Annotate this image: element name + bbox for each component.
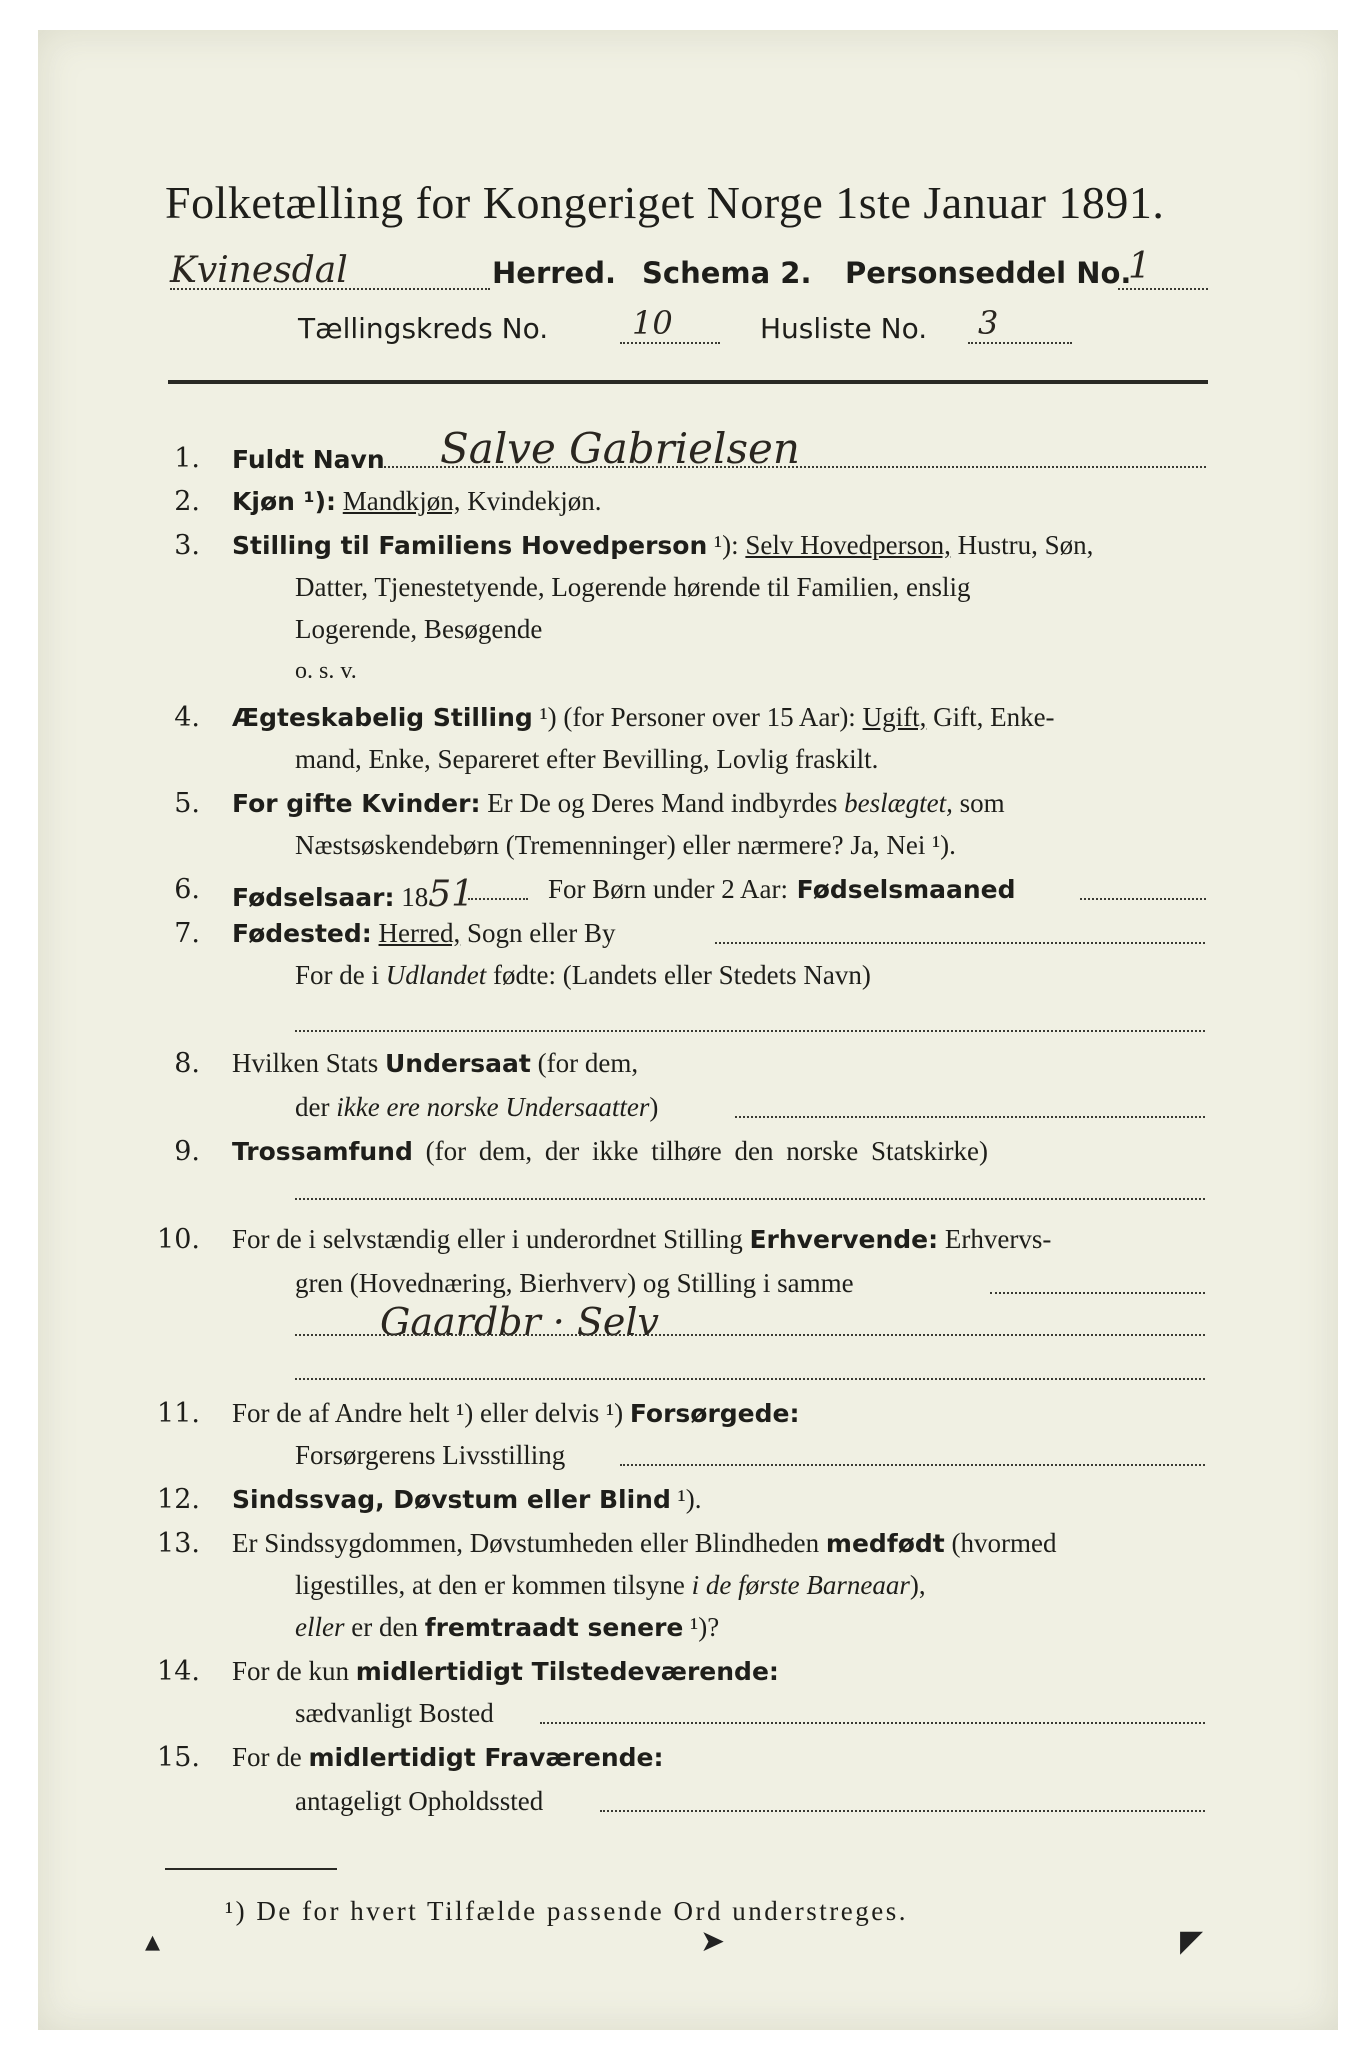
q7-line2-b: fødte: (Landets eller Stedets Navn) (486, 960, 871, 990)
q7-number: 7. (174, 918, 200, 949)
q14-line2: sædvanligt Bosted (295, 1698, 494, 1728)
q13-line2-b: ), (909, 1570, 926, 1600)
bottom-mark-right: ◤ (1180, 1924, 1204, 1959)
q7-line2-italic: Udlandet (385, 960, 487, 990)
q13-line2-a: ligestilles, at den er kommen tilsyne (295, 1570, 692, 1600)
kreds-value: 10 (632, 304, 673, 342)
q4-number: 4. (174, 702, 200, 733)
q9-label: Trossamfund (232, 1137, 413, 1166)
q15-line1-bold: midlertidigt Fraværende: (308, 1743, 664, 1772)
q8-line1-c: (for dem, (530, 1048, 639, 1078)
q6-label: Fødselsaar: (232, 883, 395, 912)
q6-dotline (1080, 898, 1206, 900)
q7-dotline (715, 942, 1205, 944)
q8-line1-a: Hvilken Stats (232, 1048, 385, 1078)
q14-line1-a: For de kun (232, 1656, 356, 1686)
q5-line1-italic: beslægtet, (844, 788, 953, 818)
bottom-mark-left: ▴ (145, 1924, 161, 1959)
q11-dotline (620, 1464, 1205, 1466)
q6-year-prefix: 18 (394, 882, 429, 912)
q13-line3-italic: eller (295, 1612, 345, 1642)
header-rule (168, 380, 1208, 384)
q4-option-selected: Ugift, (862, 702, 927, 732)
q3-line1-rest: Hustru, Søn, (957, 530, 1094, 560)
q7-label: Fødested: (232, 919, 372, 948)
q13-line1-c: (hvormed (944, 1528, 1057, 1558)
q12-number: 12. (157, 1484, 200, 1515)
husliste-dotline (968, 342, 1072, 344)
q14-number: 14. (157, 1656, 200, 1687)
q15-line1-a: For de (232, 1742, 309, 1772)
q5-number: 5. (174, 788, 200, 819)
q13-line1-bold: medfødt (825, 1529, 945, 1558)
q11-line2: Forsørgerens Livsstilling (295, 1440, 566, 1470)
q8-line2-italic: ikke ere norske Undersaatter (336, 1092, 650, 1122)
kreds-label: Tællingskreds No. (298, 312, 549, 345)
q9-number: 9. (174, 1136, 200, 1167)
q3-label-suffix: ¹): (707, 530, 746, 560)
q2-option-male: Mandkjøn, (342, 486, 461, 516)
q4-label: Ægteskabelig Stilling (232, 703, 533, 732)
q10-line1-bold: Erhvervende: (749, 1225, 939, 1254)
herred-value: Kvinesdal (170, 250, 348, 291)
q10-line1-a: For de i selvstændig eller i underordnet Stilling (232, 1224, 750, 1254)
q1-answer: Salve Gabrielsen (440, 424, 800, 473)
herred-dotline (170, 288, 490, 290)
q7-line2-a: For de i (295, 960, 386, 990)
q8-line2-b: ) (649, 1092, 659, 1122)
q11-number: 11. (157, 1398, 200, 1429)
personseddel-value: 1 (1128, 246, 1151, 287)
q8-line2-a: der (295, 1092, 337, 1122)
q5-line1-end: som (952, 788, 1005, 818)
kreds-dotline (620, 342, 720, 344)
footnote-text: ¹) De for hvert Tilfælde passende Ord understreges. (225, 1896, 908, 1926)
q5-line2: Næstsøskendebørn (Tremenninger) eller nærmere? Ja, Nei ¹). (295, 830, 956, 860)
q2-label: Kjøn ¹): (232, 487, 336, 516)
q14-line1-bold: midlertidigt Tilstedeværende: (355, 1657, 779, 1686)
form-title: Folketælling for Kongeriget Norge 1ste Januar 1891. (165, 177, 1165, 228)
q13-line3-a: er den (344, 1612, 425, 1642)
q15-dotline (600, 1810, 1205, 1812)
q13-line2-italic: i de første Barneaar (691, 1570, 910, 1600)
q3-option-selected: Selv Hovedperson, (745, 530, 951, 560)
q9-dotline (295, 1198, 1205, 1200)
q12-rest: ¹). (670, 1484, 702, 1514)
q13-line3-c: ¹)? (683, 1612, 720, 1642)
q11-line1-bold: Forsørgede: (629, 1399, 800, 1428)
husliste-label: Husliste No. (760, 312, 928, 345)
q14-dotline (540, 1722, 1205, 1724)
q2-number: 2. (174, 486, 200, 517)
q3-line3: Logerende, Besøgende (295, 614, 543, 644)
q8-dotline (735, 1116, 1205, 1118)
q6-year-dotline (468, 898, 528, 900)
q9-rest: (for dem, der ikke tilhøre den norske Statskirke) (412, 1136, 988, 1166)
q6-year-value: 51 (428, 874, 475, 915)
q4-label-rest: ¹) (for Personer over 15 Aar): (532, 702, 863, 732)
q8-number: 8. (174, 1048, 200, 1079)
q3-line2: Datter, Tjenestetyende, Logerende hørende til Familien, enslig (295, 572, 971, 602)
q2-option-female: Kvindekjøn. (467, 486, 602, 516)
q3-label: Stilling til Familiens Hovedperson (232, 531, 708, 560)
q7-option-selected: Herred, (378, 918, 461, 948)
q10-extra-dotline (295, 1378, 1205, 1380)
q5-label: For gifte Kvinder: (232, 789, 481, 818)
q7-answer-dotline (295, 1030, 1205, 1032)
q6-rest: For Børn under 2 Aar: (548, 874, 788, 904)
q5-line1-rest: Er De og Deres Mand indbyrdes (480, 788, 845, 818)
q13-line1-a: Er Sindssygdommen, Døvstumheden eller Blindheden (232, 1528, 826, 1558)
personseddel-label: Personseddel No. (845, 256, 1132, 290)
bottom-mark-center: ➤ (700, 1924, 726, 1959)
q15-number: 15. (157, 1742, 200, 1773)
q12-label: Sindssvag, Døvstum eller Blind (232, 1485, 671, 1514)
husliste-value: 3 (978, 304, 999, 342)
q11-line1-a: For de af Andre helt ¹) eller delvis ¹) (232, 1398, 630, 1428)
footnote-rule (165, 1868, 337, 1870)
q13-line3-bold: fremtraadt senere (424, 1613, 684, 1642)
q10-answer: Gaardbr · Selv (380, 1300, 660, 1344)
schema-label: Schema 2. (642, 256, 812, 290)
q8-line1-bold: Undersaat (385, 1049, 531, 1078)
q15-line2: antageligt Opholdssted (295, 1786, 544, 1816)
q1-label: Fuldt Navn (232, 445, 385, 474)
herred-label: Herred. (492, 256, 616, 290)
personseddel-dotline (1118, 288, 1208, 290)
q13-number: 13. (157, 1528, 200, 1559)
q7-rest: Sogn eller By (460, 918, 616, 948)
q3-line4: o. s. v. (295, 658, 357, 684)
q6-rest-bold: Fødselsmaaned (787, 875, 1016, 904)
q10-line1-c: Erhvervs- (938, 1224, 1052, 1254)
q1-dotline (384, 466, 1206, 468)
q6-number: 6. (174, 874, 200, 905)
q10-answer-dotline (295, 1334, 1205, 1336)
q10-line2-dotline (990, 1292, 1205, 1294)
q1-number: 1. (174, 443, 200, 474)
q4-line1-rest: Gift, Enke- (926, 702, 1055, 732)
q10-line2: gren (Hovednæring, Bierhverv) og Stilling i samme (295, 1268, 854, 1298)
q3-number: 3. (174, 530, 200, 561)
q10-number: 10. (157, 1224, 200, 1255)
q4-line2: mand, Enke, Separeret efter Bevilling, Lovlig fraskilt. (295, 744, 879, 774)
